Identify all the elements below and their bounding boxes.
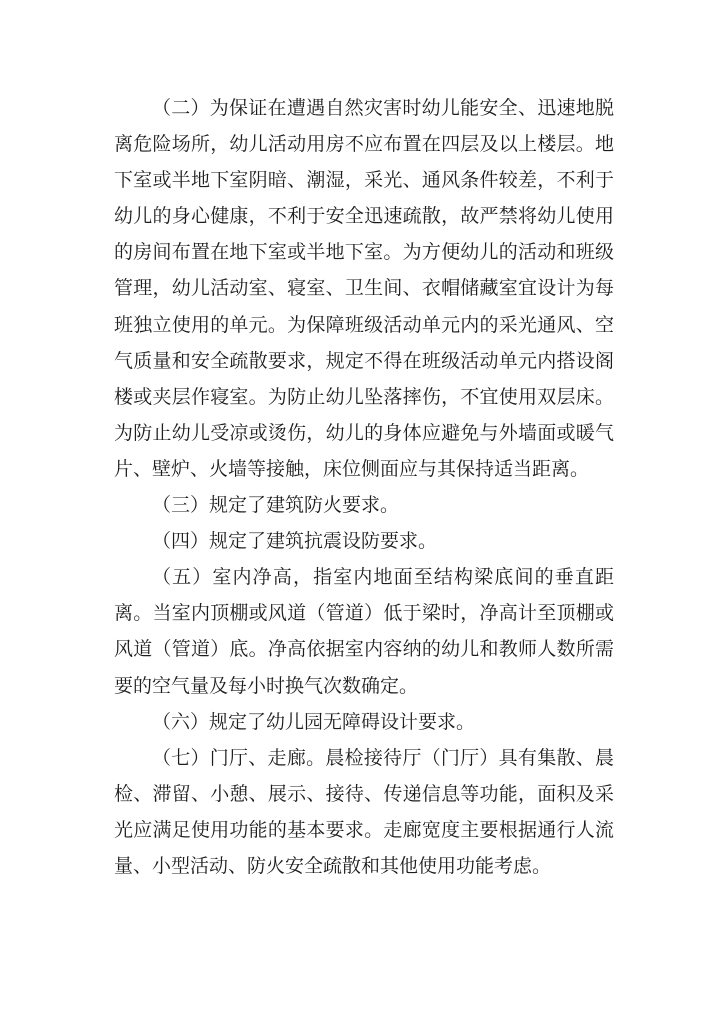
- paragraph-4: （四）规定了建筑抗震设防要求。: [152, 530, 438, 553]
- paragraph-2: （二）为保证在遭遇自然灾害时幼儿能安全、迅速地脱离危险场所，幼儿活动用房不应布置在四层及以上楼层。地下室或半地下室阴暗、潮湿，采光、通风条件较差，不利于幼儿的身心健康，不利于安全迅速疏散，故严禁将幼儿使用的房间布置在地下室或半地下室。为方便幼儿的活动和班级管理，幼儿活动室、寝室、卫生间、衣帽储藏室宜设计为每班独立使用的单元。为保障班级活动单元内的采光通风、空气质量和安全疏散要求，规定不得在班级活动单元内搭设阁楼或夹层作寝室。为防止幼儿坠落摔伤，不宜使用双层床。为防止幼儿受凉或烫伤，幼儿的身体应避免与外墙面或暖气片、壁炉、火墙等接触，床位侧面应与其保持适当距离。: [114, 97, 614, 480]
- document-body: [114, 90, 614, 884]
- paragraph-5: （五）室内净高，指室内地面至结构梁底间的垂直距离。当室内顶棚或风道（管道）低于梁时，净高计至顶棚或风道（管道）底。净高依据室内容纳的幼儿和教师人数所需要的空气量及每小时换气次数确定。: [114, 566, 614, 697]
- paragraph-6: （六）规定了幼儿园无障碍设计要求。: [152, 710, 476, 733]
- paragraph-7: （七）门厅、走廊。晨检接待厅（门厅）具有集散、晨检、滞留、小憩、展示、接待、传递信息等功能，面积及采光应满足使用功能的基本要求。走廊宽度主要根据通行人流量、小型活动、防火安全疏散和其他使用功能考虑。: [114, 746, 614, 877]
- paragraph-3: （三）规定了建筑防火要求。: [152, 494, 400, 517]
